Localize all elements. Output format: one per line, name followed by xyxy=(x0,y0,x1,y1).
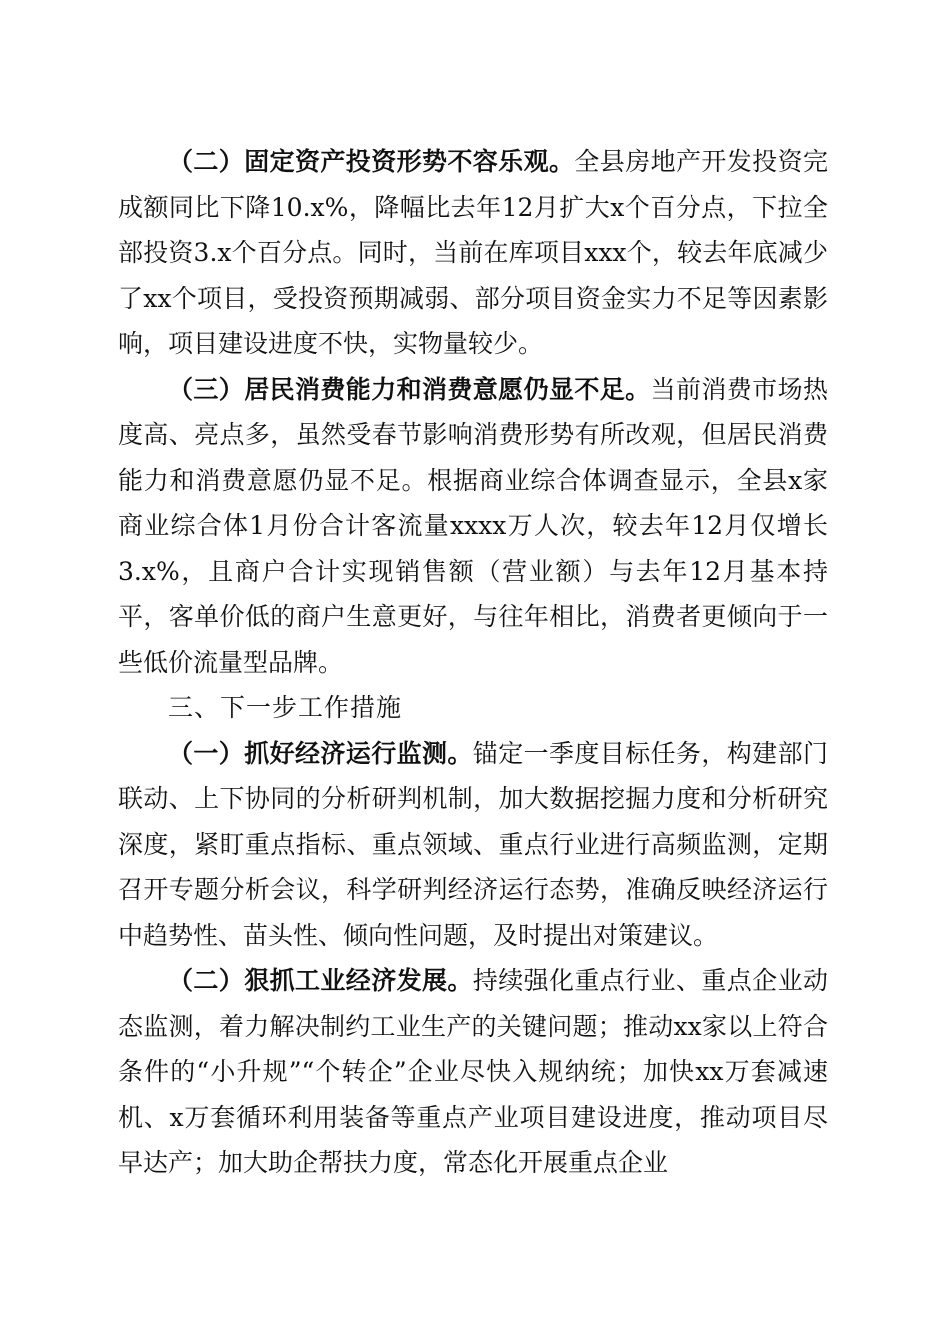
paragraph-text: 锚定一季度目标任务，构建部门联动、上下协同的分析研判机制，加大数据挖掘力度和分析研究深度，紧盯重点指标、重点领域、重点行业进行高频监测，定期召开专题分析会议，科学研判经济运行态势，准确反映经济运行中趋势性、苗头性、倾向性问题，及时提出对策建议。 xyxy=(118,738,828,950)
paragraph-consumption xyxy=(118,367,828,686)
paragraph-lead: （三）居民消费能力和消费意愿仍显不足。 xyxy=(168,374,651,404)
paragraph-industrial-economy xyxy=(118,958,828,1186)
document-body xyxy=(118,139,828,1186)
paragraph-text: 持续强化重点行业、重点企业动态监测，着力解决制约工业生产的关键问题；推动xx家以上符合条件的“小升规”“个转企”企业尽快入规纳统；加快xx万套减速机、x万套循环利用装备等重点产业项目建设进度，推动项目尽早达产；加大助企帮扶力度，常态化开展重点企业 xyxy=(118,966,828,1177)
paragraph-economic-monitoring xyxy=(118,731,828,959)
paragraph-lead: （二）狠抓工业经济发展。 xyxy=(168,966,473,995)
paragraph-fixed-asset-investment xyxy=(118,139,828,367)
paragraph-text: 当前消费市场热度高、亮点多，虽然受春节影响消费形势有所改观，但居民消费能力和消费意愿仍显不足。根据商业综合体调查显示，全县x家商业综合体1月份合计客流量xxxx万人次，较去年12月仅增长3.x%，且商户合计实现销售额（营业额）与去年12月基本持平，客单价低的商户生意更好，与往年相比，消费者更倾向于一些低价流量型品牌。 xyxy=(118,374,828,677)
section-heading: 三、下一步工作措施 xyxy=(168,693,403,722)
paragraph-text: 全县房地产开发投资完成额同比下降10.x%，降幅比去年12月扩大x个百分点，下拉全部投资3.x个百分点。同时，当前在库项目xxx个，较去年底减少了xx个项目，受投资预期减弱、部分项目资金实力不足等因素影响，项目建设进度不快，实物量较少。 xyxy=(118,147,828,358)
paragraph-lead: （二）固定资产投资形势不容乐观。 xyxy=(168,147,575,176)
paragraph-lead: （一）抓好经济运行监测。 xyxy=(168,738,473,768)
